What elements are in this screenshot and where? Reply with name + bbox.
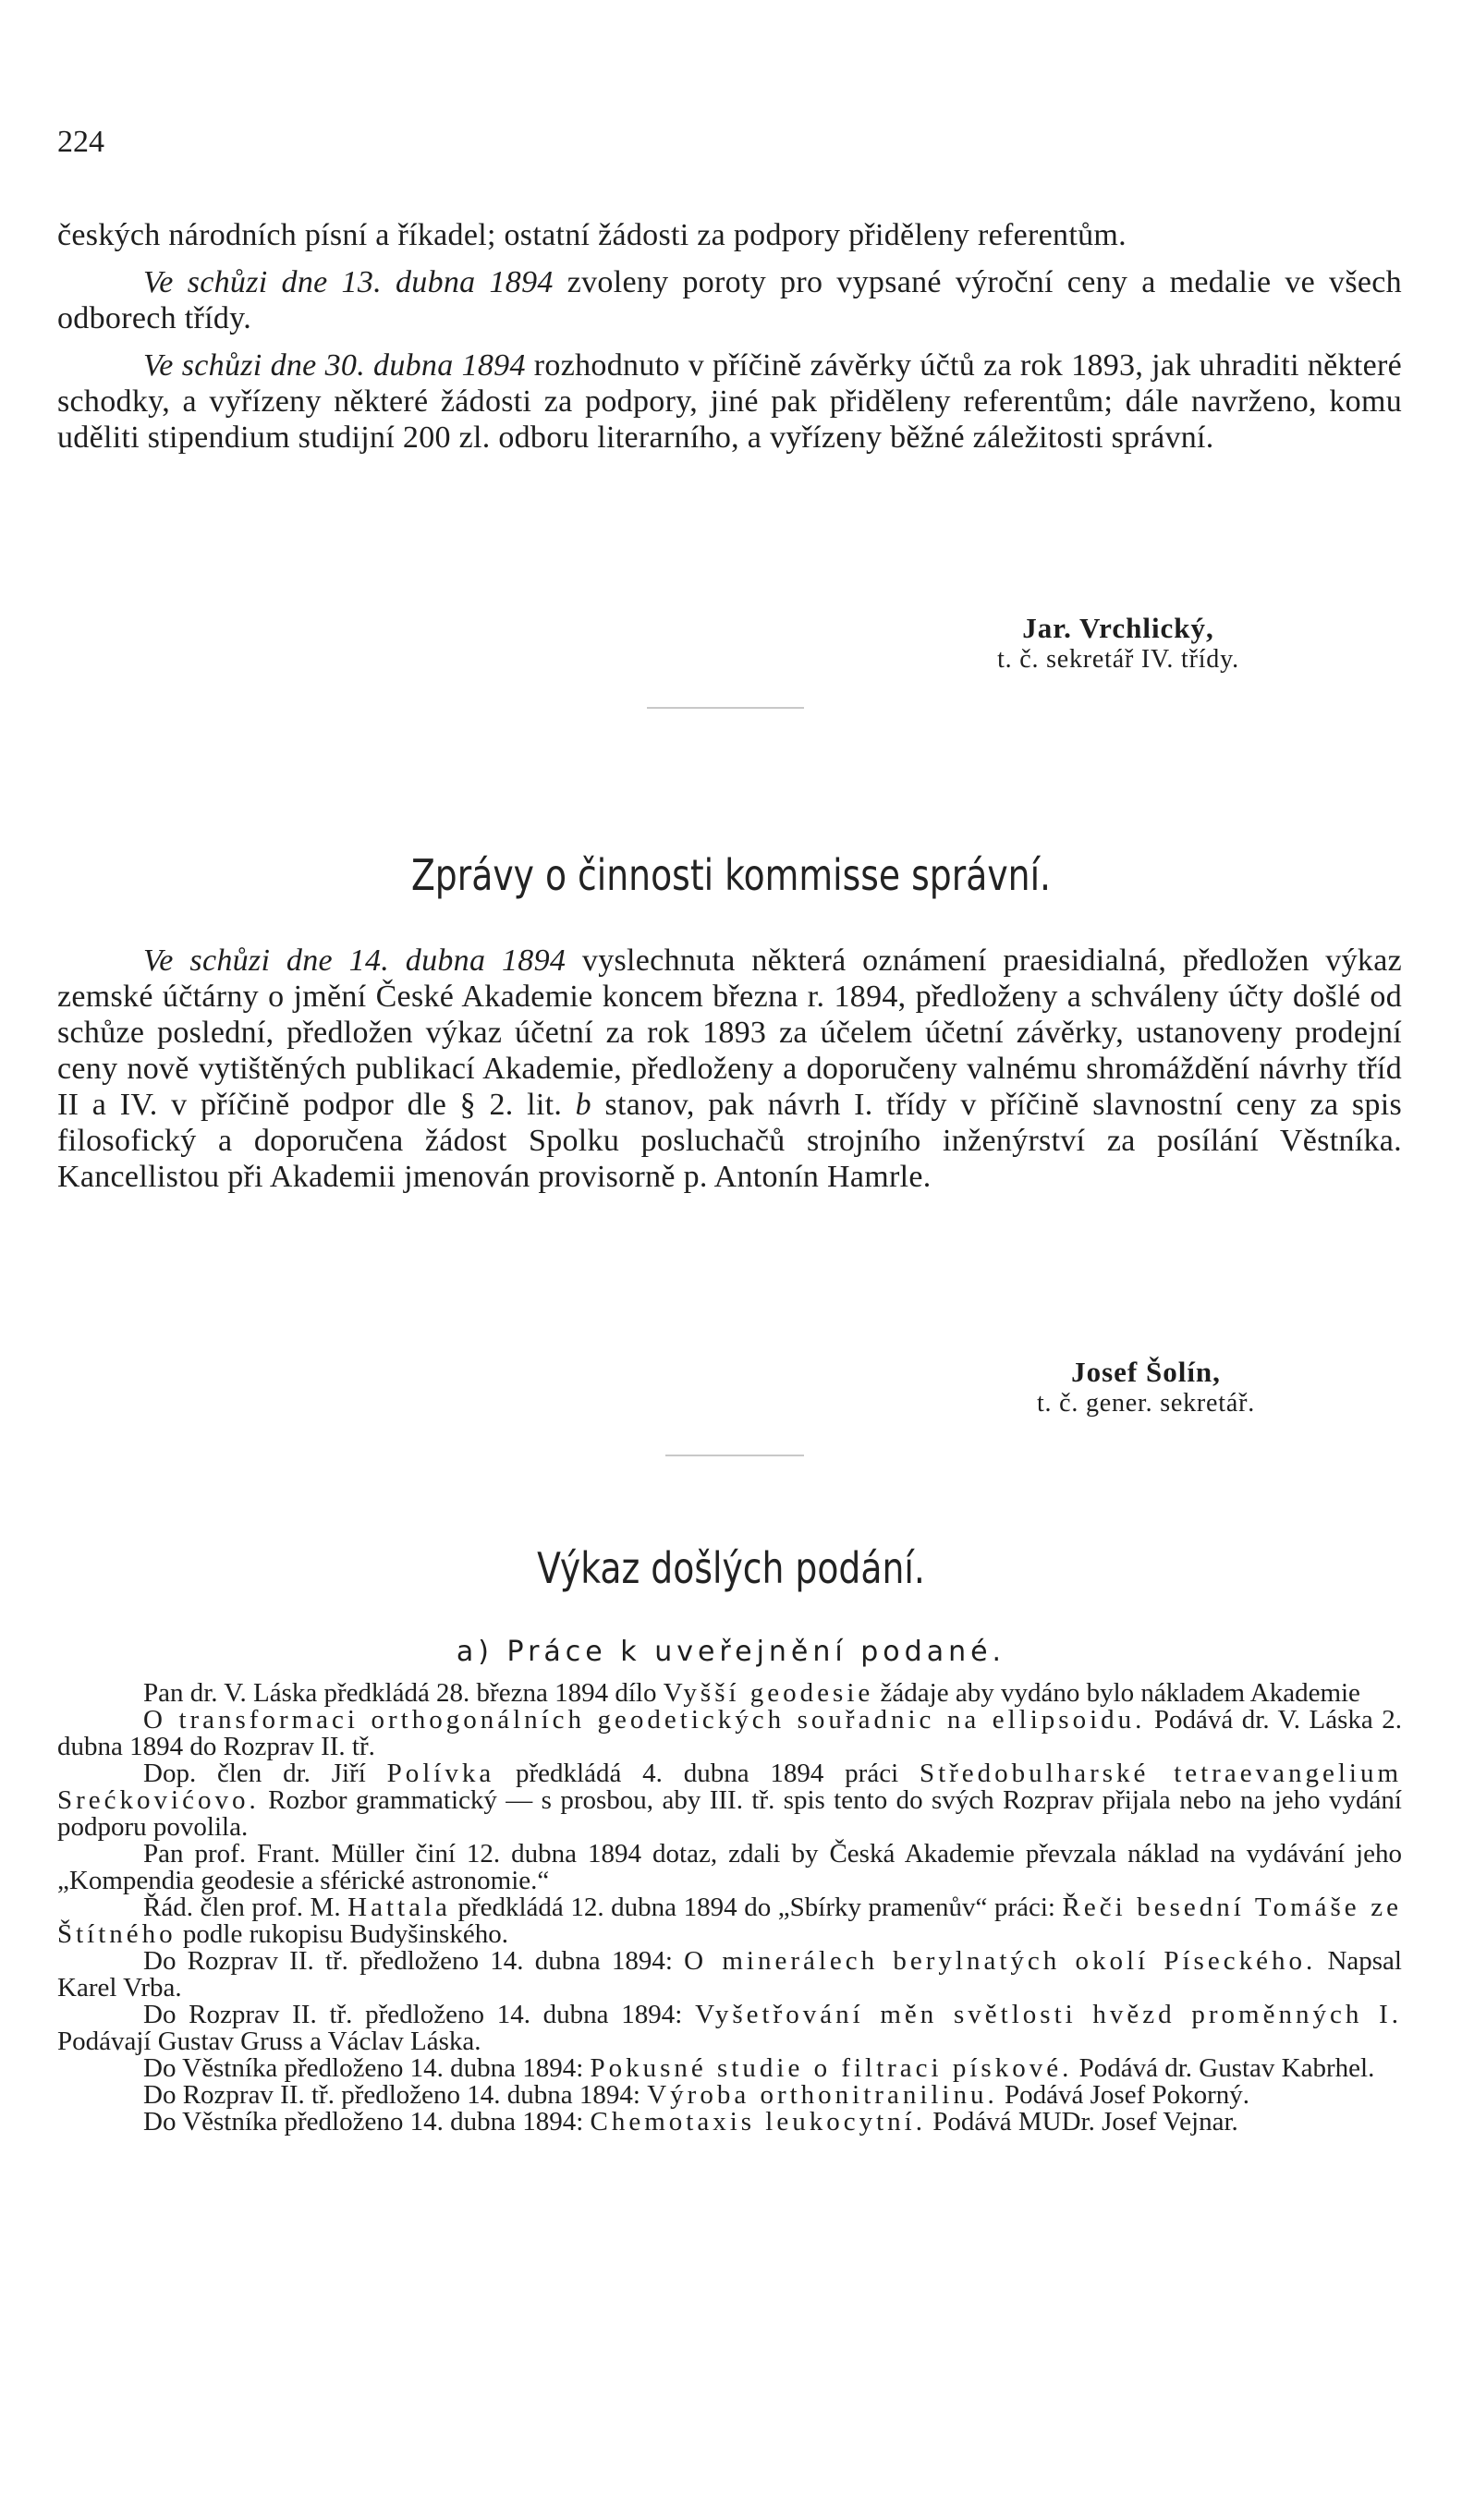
section-administrative-commission [57, 943, 1402, 1195]
meeting-13-april-paragraph: Ve schůzi dne 13. dubna 1894 zvoleny poroty pro vypsané výroční ceny a medalie ve všech odborech třídy. [57, 265, 1402, 335]
submissions-list [57, 1680, 1402, 2136]
list-item: Pan prof. Frant. Müller činí 12. dubna 1894 dotaz, zdali by Česká Akademie převzala náklad na vydávání jeho „Kompendia geodesie a sférické astronomie.“ [57, 1839, 1402, 1895]
signature-name: Josef Šolín, [1071, 1356, 1221, 1388]
list-item: O transformaci orthogonálních geodetických souřadnic na ellipsoidu. Podává dr. V. Láska 2. dubna 1894 do Rozprav II. tř. [57, 1705, 1402, 1761]
heading-submissions-report: Výkaz došlých podání. [537, 1543, 925, 1593]
signature-role: t. č. sekretář IV. třídy. [997, 645, 1239, 674]
meeting-date: Ve schůzi dne 13. dubna 1894 [143, 265, 554, 299]
section-class-iv [57, 217, 1402, 456]
meeting-14-april-paragraph: Ve schůzi dne 14. dubna 1894 vyslechnuta některá oznámení praesidialná, předložen výkaz zemské účtárny o jmění České Akademie koncem března r. 1894, předloženy a schváleny účty došlé od schůze poslední, předložen výkaz účetní za rok 1893 za účelem účetní závěrky, ustanoveny prodejní ceny nově vytištěných publikací Akademie, předloženy a doporučeny valnému shromáždění návrhy tříd II a IV. v příčině podpor dle § 2. lit. b stanov, pak návrh I. třídy v příčině slavnostní ceny za spis filosofický a doporučena žádost Spolku posluchačů strojního inženýrství za posílání Věstníka. Kancellistou při Akademii jmenován provisorně p. Antonín Hamrle. [57, 943, 1402, 1194]
list-item: Dop. člen dr. Jiří Polívka předkládá 4. dubna 1894 práci Středobulharské tetraevangelium Srećkovićovo. Rozbor grammatický — s prosbou, aby III. tř. spis tento do svých Rozprav přijala nebo na jeho vydání podporu povolila. [57, 1759, 1402, 1842]
list-item: Do Rozprav II. tř. předloženo 14. dubna 1894: O minerálech berylnatých okolí Píseckého. Napsal Karel Vrba. [57, 1946, 1402, 2003]
list-item: Do Věstníka předloženo 14. dubna 1894: Pokusné studie o filtraci pískové. Podává dr. Gustav Kabrhel. [143, 2053, 1375, 2083]
list-item: Do Rozprav II. tř. předloženo 14. dubna 1894: Vyšetřování měn světlosti hvězd proměnných I. Podávají Gustav Gruss a Václav Láska. [57, 2000, 1402, 2056]
continuation-paragraph: českých národních písní a říkadel; ostatní žádosti za podpory přiděleny referentům. [57, 218, 1127, 252]
meeting-date: Ve schůzi dne 14. dubna 1894 [143, 943, 567, 978]
signature-role: t. č. gener. sekretář. [1036, 1389, 1256, 1418]
section-divider [665, 1455, 804, 1456]
section-divider [647, 707, 804, 709]
signature-vrchlicky [933, 612, 1303, 675]
subheading-works-submitted: a) Práce k uveřejnění podané. [456, 1636, 1006, 1668]
signature-name: Jar. Vrchlický, [1022, 612, 1214, 644]
list-item: Řád. člen prof. M. Hattala předkládá 12. dubna 1894 do „Sbírky pramenův“ práci: Řeči besední Tomáše ze Štítného podle rukopisu Budyšinského. [57, 1893, 1402, 1949]
meeting-date: Ve schůzi dne 30. dubna 1894 [143, 348, 526, 383]
signature-solin [961, 1356, 1331, 1418]
list-item: Pan dr. V. Láska předkládá 28. března 1894 dílo Vyšší geodesie žádaje aby vydáno bylo nákladem Akademie [143, 1678, 1360, 1708]
page-number: 224 [57, 125, 104, 159]
meeting-30-april-paragraph: Ve schůzi dne 30. dubna 1894 rozhodnuto v příčině závěrky účtů za rok 1893, jak uhraditi některé schodky, a vyřízeny některé žádosti za podpory, jiné pak přiděleny referentům; dále navrženo, komu uděliti stipendium studijní 200 zl. odboru literarního, a vyřízeny běžné záležitosti správní. [57, 348, 1402, 455]
heading-administrative-commission: Zprávy o činnosti kommisse správní. [410, 850, 1052, 900]
list-item: Do Rozprav II. tř. předloženo 14. dubna 1894: Výroba orthonitranilinu. Podává Josef Pokorný. [143, 2080, 1250, 2110]
list-item: Do Věstníka předloženo 14. dubna 1894: Chemotaxis leukocytní. Podává MUDr. Josef Vejnar. [143, 2107, 1238, 2137]
